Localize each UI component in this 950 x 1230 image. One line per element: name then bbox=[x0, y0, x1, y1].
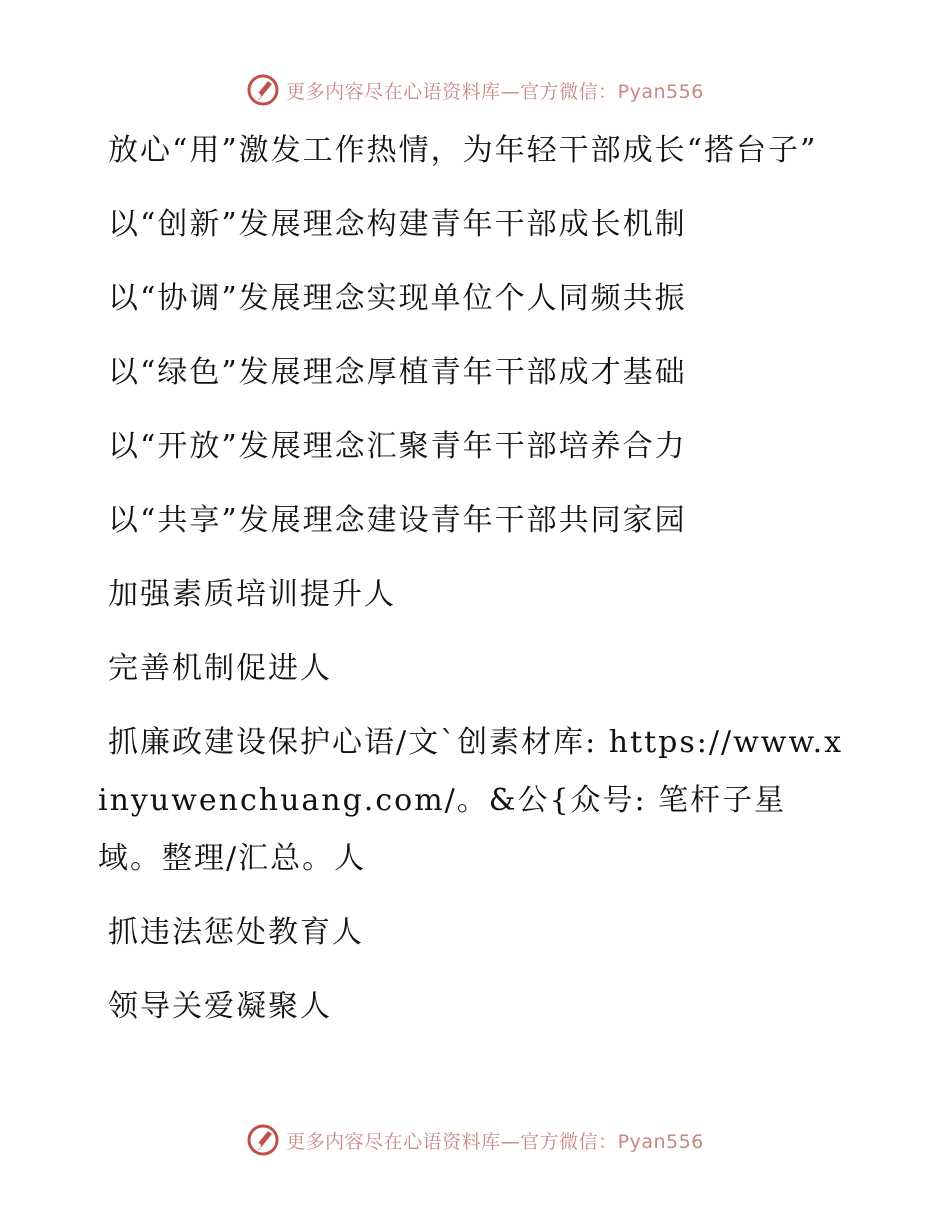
paragraph: 以“协调”发展理念实现单位个人同频共振 bbox=[108, 281, 687, 316]
paragraph: 完善机制促进人 bbox=[108, 651, 332, 686]
paragraph: 以“开放”发展理念汇聚青年干部培养合力 bbox=[108, 429, 687, 464]
paragraph: 以“创新”发展理念构建青年干部成长机制 bbox=[108, 207, 687, 242]
paragraph: 以“绿色”发展理念厚植青年干部成才基础 bbox=[108, 355, 687, 390]
paragraph: 领导关爱凝聚人 bbox=[108, 989, 332, 1024]
paragraph: 放心“用”激发工作热情，为年轻干部成长“搭台子” bbox=[108, 133, 818, 168]
header-watermark bbox=[0, 70, 950, 110]
watermark-text: 更多内容尽在心语资料库—官方微信：Pyan556 bbox=[286, 1130, 704, 1153]
footer-watermark bbox=[0, 1120, 950, 1160]
brush-seal-icon bbox=[246, 1123, 280, 1157]
brush-seal-icon bbox=[246, 73, 280, 107]
paragraph: 抓廉政建设保护心语/文`创素材库: https://www.xinyuwenchuang.com/。&公{众号: 笔杆子星域。整理/汇总。人 bbox=[98, 725, 844, 876]
paragraph: 抓违法惩处教育人 bbox=[108, 915, 364, 950]
document-body bbox=[98, 122, 848, 1052]
watermark-text: 更多内容尽在心语资料库—官方微信：Pyan556 bbox=[286, 80, 704, 103]
paragraph: 以“共享”发展理念建设青年干部共同家园 bbox=[108, 503, 687, 538]
paragraph: 加强素质培训提升人 bbox=[108, 577, 396, 612]
